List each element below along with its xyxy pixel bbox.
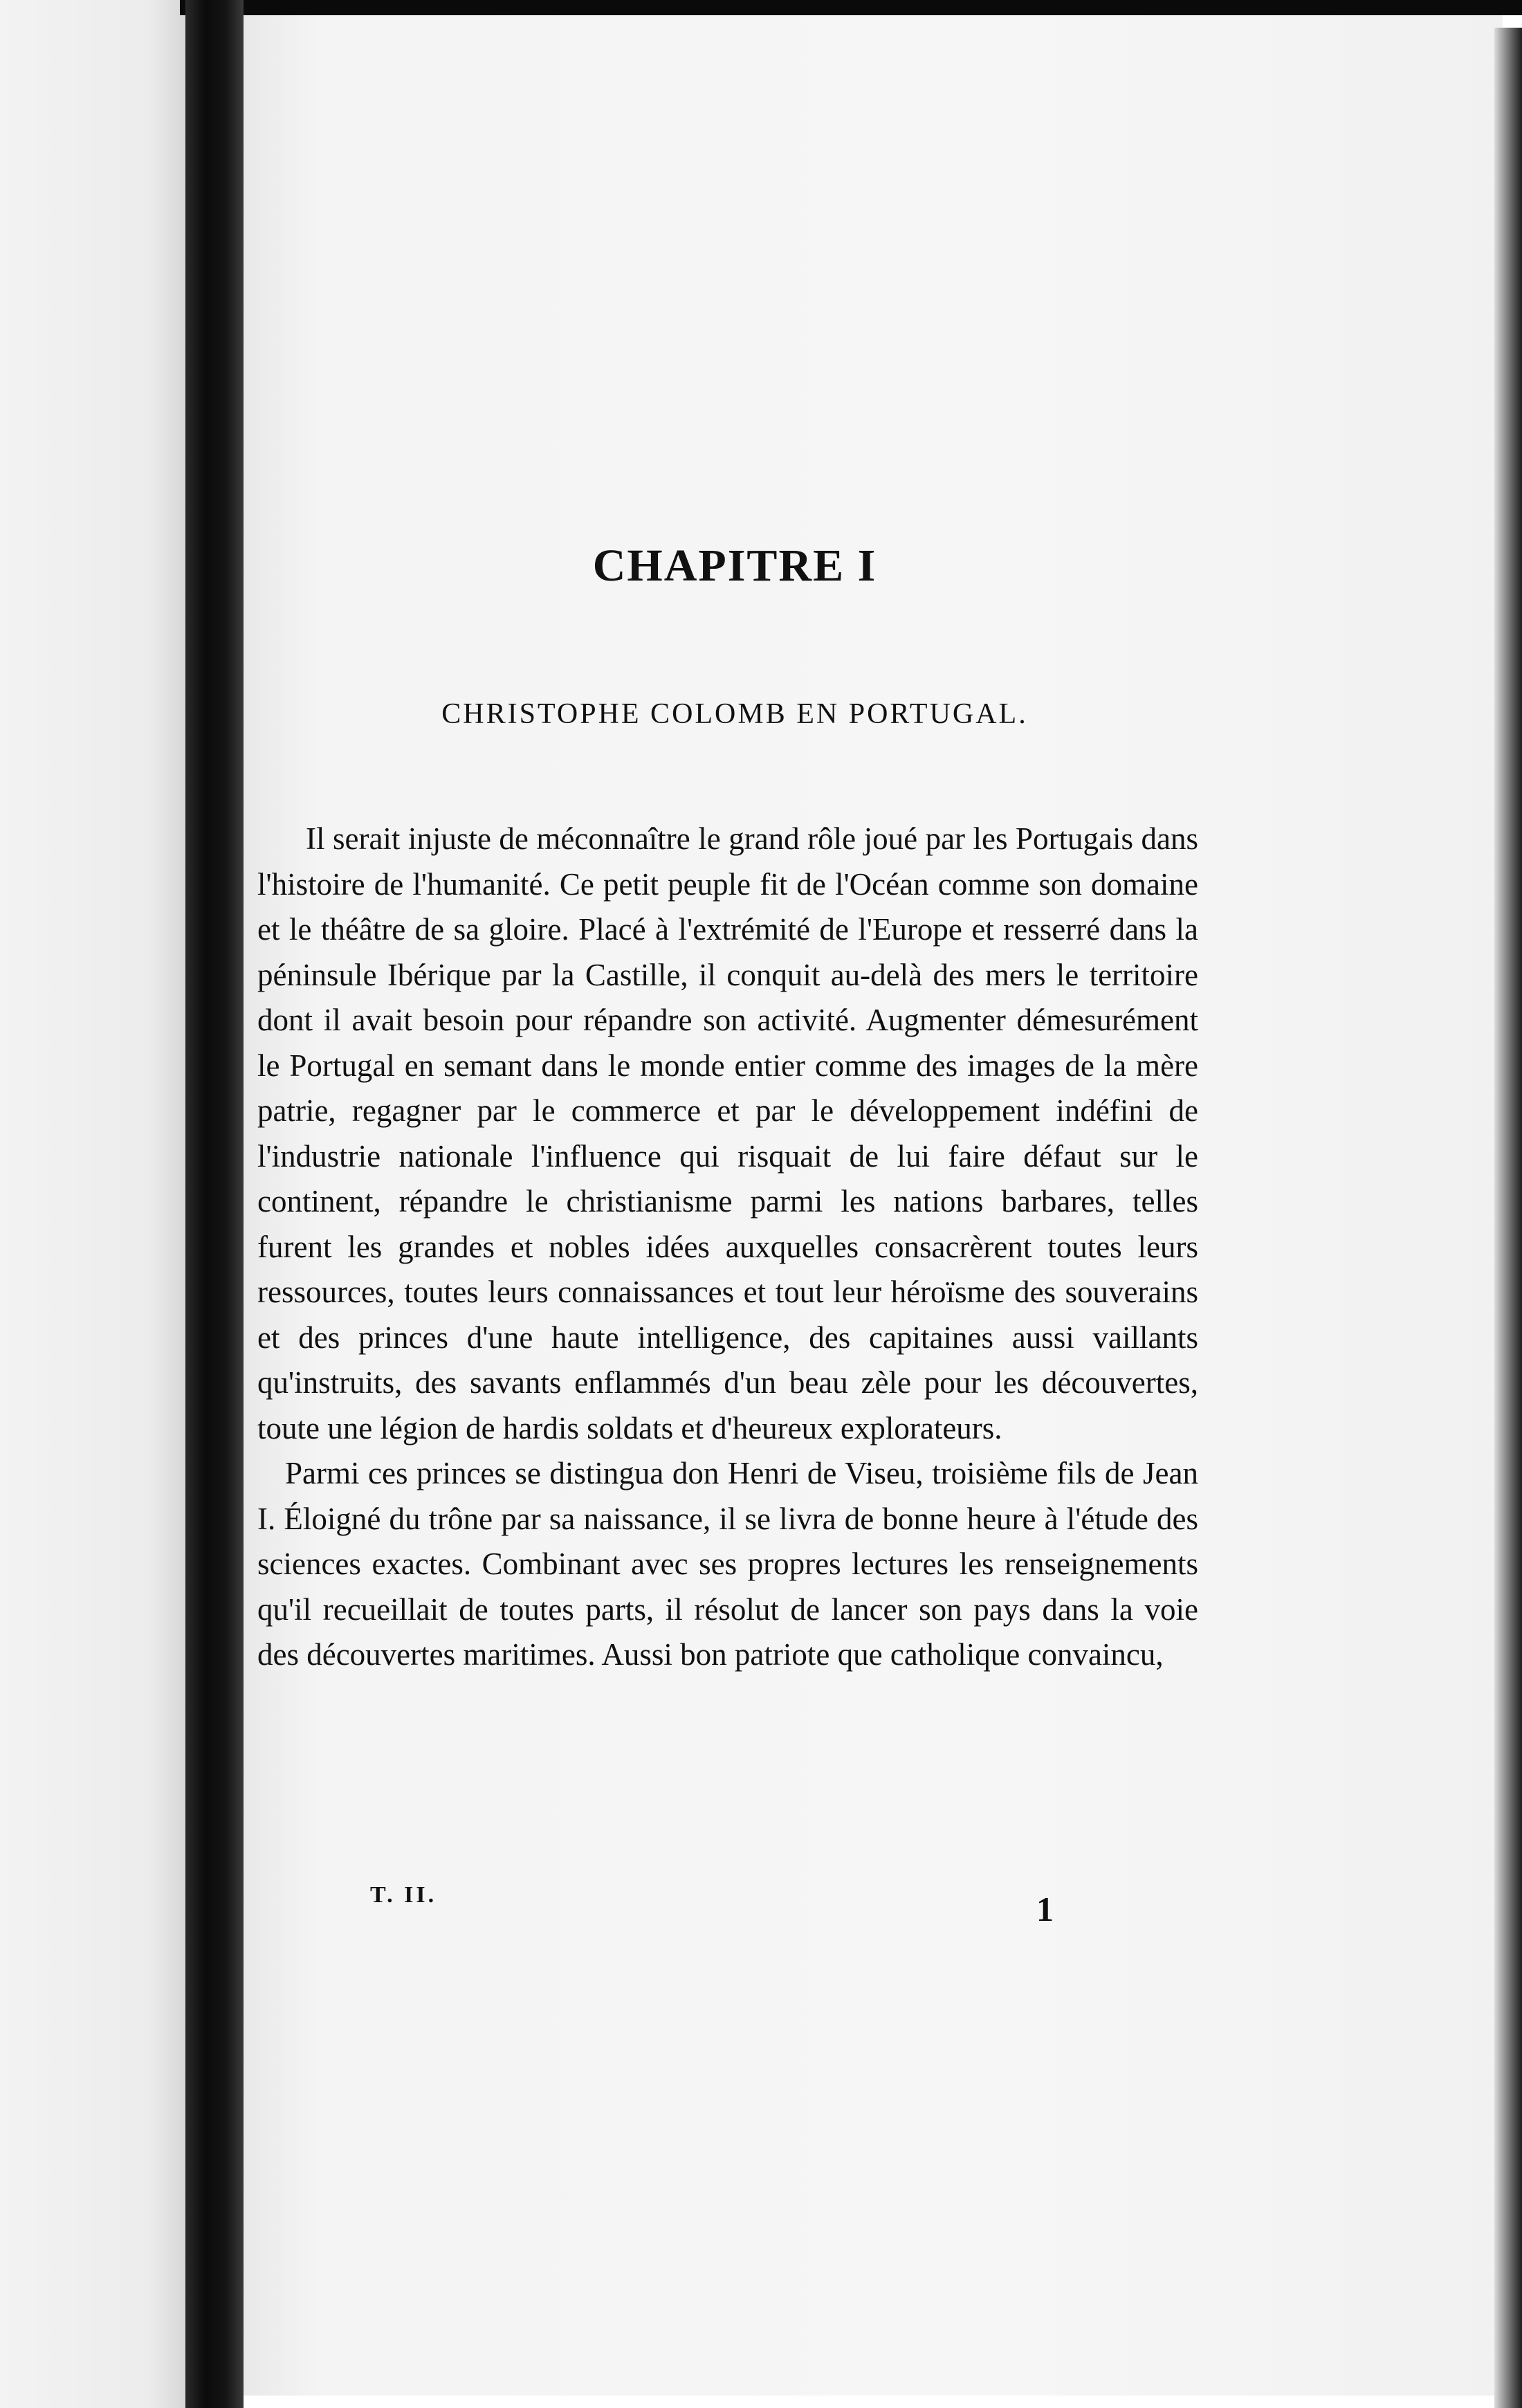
chapter-title: CHAPITRE I bbox=[592, 540, 877, 591]
body-text bbox=[257, 817, 1198, 1678]
signature-mark: 1 bbox=[1036, 1890, 1054, 1928]
page-top-edge bbox=[180, 0, 1522, 15]
paragraph: Il serait injuste de méconnaître le grand rôle joué par les Portugais dans l'histoire de l'humanité. Ce petit peuple fit de l'Océan comme son domaine et le théâtre de sa gloire. Placé à l'extrémité de l'Europe et resserré dans la péninsule Ibérique par la Castille, il conquit au-delà des mers le territoire dont il avait besoin pour répandre son activité. Augmenter démesurément le Portugal en semant dans le monde entier comme des images de la mère patrie, regagner par le commerce et par le développement indéfini de l'industrie nationale l'influence qui risquait de lui faire défaut sur le continent, répandre le christianisme parmi les nations barbares, telles furent les grandes et nobles idées auxquelles consacrèrent toutes leurs ressources, toutes leurs connaissances et tout leur héroïsme des souverains et des princes d'une haute intelligence, des capitaines aussi vaillants qu'instruits, des savants enflammés d'un beau zèle pour les découvertes, toute une légion de hardis soldats et d'heureux explorateurs. bbox=[257, 821, 1198, 1445]
paragraph: Parmi ces princes se distingua don Henri de Viseu, troisième fils de Jean I. Éloigné du trône par sa naissance, il se livra de bonne heure à l'étude des sciences exactes. Combinant avec ses propres lectures les renseignements qu'il recueillait de toutes parts, il résolut de lancer son pays dans la voie des découvertes maritimes. Aussi bon patriote que catholique convaincu, bbox=[257, 1456, 1198, 1672]
book-binding bbox=[185, 0, 244, 2408]
volume-mark: T. II. bbox=[370, 1882, 437, 1908]
page-right-edge bbox=[1494, 28, 1522, 2408]
chapter-subtitle: CHRISTOPHE COLOMB EN PORTUGAL. bbox=[441, 698, 1028, 730]
facing-page bbox=[0, 0, 187, 2408]
